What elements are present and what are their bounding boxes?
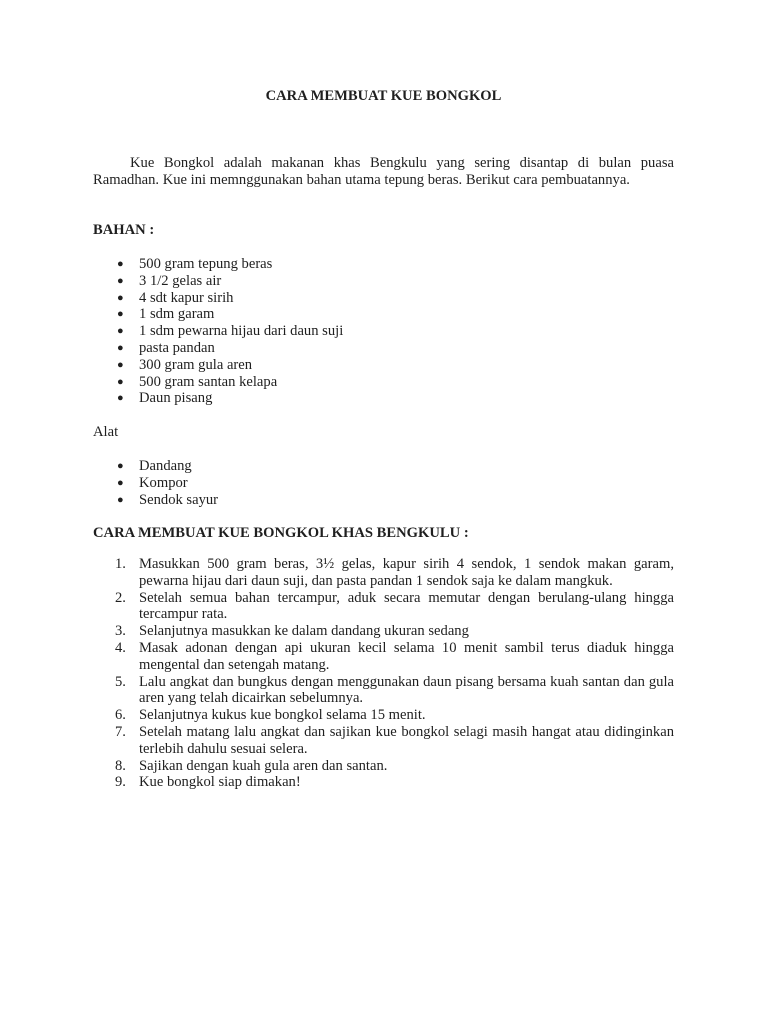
step-item: 8. Sajikan dengan kuah gula aren dan santan.: [115, 757, 388, 774]
step-item: 7. Setelah matang lalu angkat dan sajikan kue bongkol selagi masih hangat atau didinginkan terlebih dahulu sesuai selera.: [115, 723, 674, 757]
list-item: ● 3 1/2 gelas air: [117, 272, 222, 289]
list-item: ● pasta pandan: [117, 339, 215, 356]
list-item: ● 4 sdt kapur sirih: [117, 289, 234, 306]
list-item: ● 500 gram tepung beras: [117, 256, 273, 272]
list-item: ● Kompor: [117, 474, 188, 491]
list-item: ● 1 sdm pewarna hijau dari daun suji: [117, 323, 344, 340]
list-item: ● Dandang: [117, 458, 192, 474]
bullet-icon: ●: [117, 341, 124, 354]
step-item: 3. Selanjutnya masukkan ke dalam dandang ukuran sedang: [115, 623, 469, 640]
steps-list: [93, 556, 674, 791]
bullet-icon: ●: [117, 375, 124, 388]
bullet-icon: ●: [117, 291, 124, 304]
intro-paragraph: Kue Bongkol adalah makanan khas Bengkulu yang sering disantap di bulan puasa Ramadhan. Kue ini memnggunakan bahan utama tepung beras. Berikut cara pembuatannya.: [93, 155, 674, 188]
bullet-icon: ●: [117, 476, 124, 489]
step-item: 6. Selanjutnya kukus kue bongkol selama 15 menit.: [115, 707, 426, 724]
document-title: CARA MEMBUAT KUE BONGKOL: [265, 88, 502, 104]
bullet-icon: ●: [117, 274, 124, 287]
step-item: 2. Setelah semua bahan tercampur, aduk secara memutar dengan berulang-ulang hingga tercampur rata.: [115, 589, 674, 623]
bullet-icon: ●: [117, 460, 124, 472]
alat-list: [93, 458, 674, 508]
list-item: ● 300 gram gula aren: [117, 356, 253, 373]
bullet-icon: ●: [117, 493, 124, 506]
step-item: 5. Lalu angkat dan bungkus dengan menggunakan daun pisang bersama kuah santan dan gula aren yang telah dicairkan sebelumnya.: [115, 673, 674, 707]
cara-heading: CARA MEMBUAT KUE BONGKOL KHAS BENGKULU :: [93, 525, 469, 541]
bahan-list: [93, 256, 674, 407]
list-item: ● 1 sdm garam: [117, 306, 215, 323]
bahan-heading: BAHAN :: [93, 222, 155, 238]
bullet-icon: ●: [117, 325, 124, 338]
bullet-icon: ●: [117, 358, 124, 371]
step-item: 4. Masak adonan dengan api ukuran kecil selama 10 menit sambil terus diaduk hingga mengental dan setengah matang.: [115, 639, 674, 673]
list-item: ● Sendok sayur: [117, 491, 219, 508]
step-item: 1. Masukkan 500 gram beras, 3½ gelas, kapur sirih 4 sendok, 1 sendok makan garam, pewarna hijau dari daun suji, dan pasta pandan 1 sendok saja ke dalam mangkuk.: [115, 556, 674, 589]
list-item: ● Daun pisang: [117, 390, 213, 407]
step-item: 9. Kue bongkol siap dimakan!: [115, 774, 301, 791]
bullet-icon: ●: [117, 258, 124, 270]
bullet-icon: ●: [117, 392, 124, 405]
alat-heading: Alat: [93, 424, 119, 440]
list-item: ● 500 gram santan kelapa: [117, 373, 278, 390]
bullet-icon: ●: [117, 308, 124, 321]
